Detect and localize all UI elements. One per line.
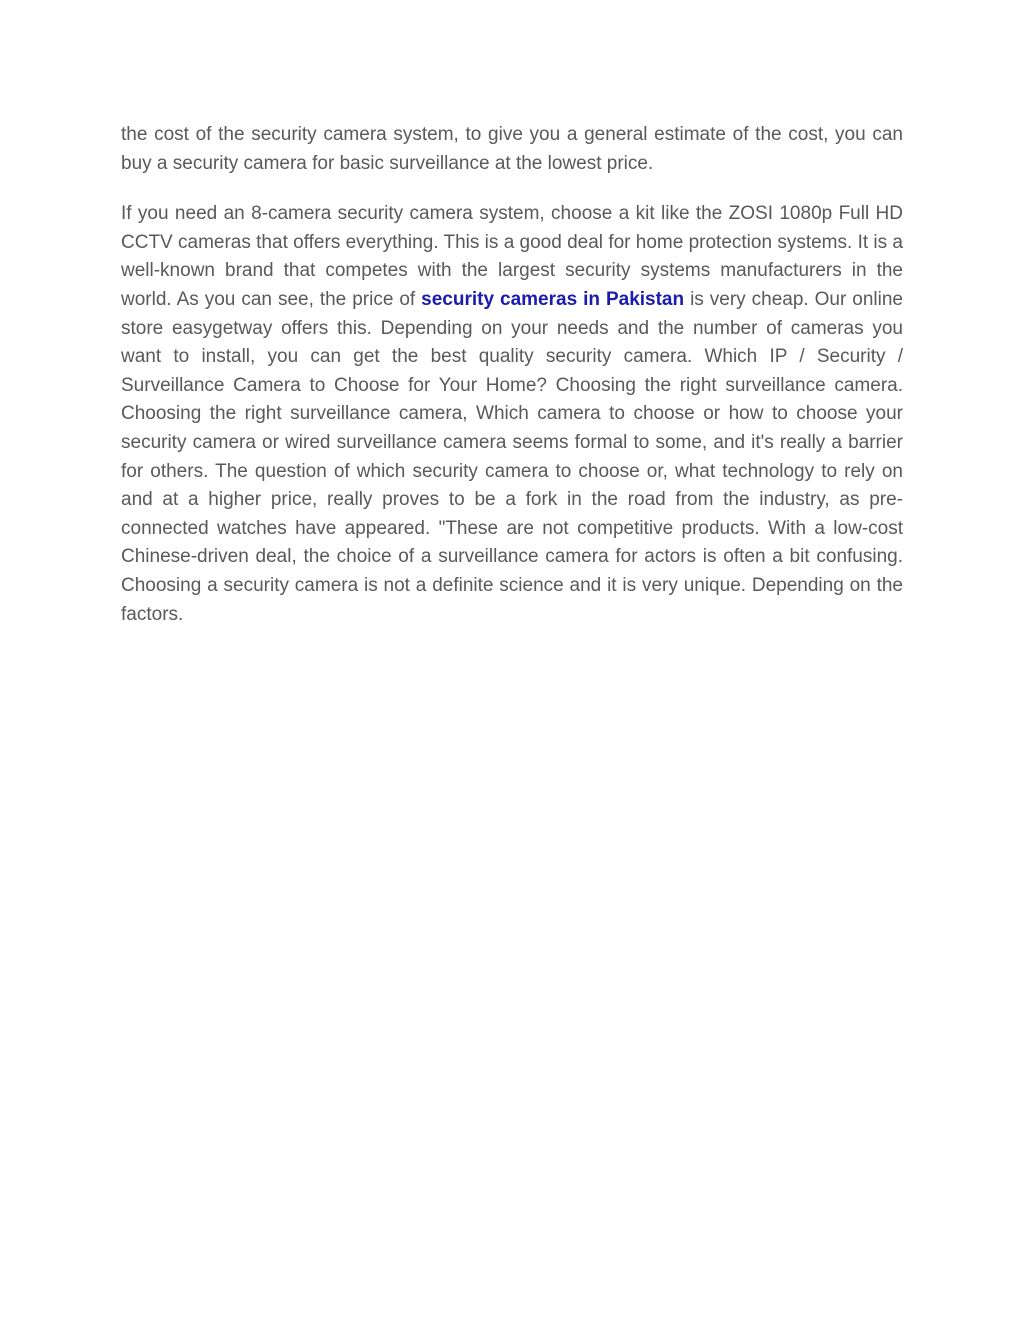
paragraph-cost-estimate [121,121,903,178]
paragraph-2-text-before-link: If you need an 8-camera security camera system, choose a kit like the ZOSI 1080p Full HD CCTV cameras that offers everything. This is a good deal for home protection systems. It is a well-known brand that competes with the largest security systems manufacturers in the world. As you can see, the price of [121,203,903,310]
paragraph-camera-system [121,200,903,629]
paragraph-2-text-after-link: is very cheap. Our online store easygetway offers this. Depending on your needs and the number of cameras you want to install, you can get the best quality security camera. Which IP / Security / Surveillance Camera to Choose for Your Home? Choosing the right surveillance camera. Choosing the right surveillance camera, Which camera to choose or how to choose your security camera or wired surveillance camera seems formal to some, and it's really a barrier for others. The question of which security camera to choose or, what technology to rely on and at a higher price, really proves to be a fork in the road from the industry, as pre-connected watches have appeared. "These are not competitive products. With a low-cost Chinese-driven deal, the choice of a surveillance camera for actors is often a bit confusing. Choosing a security camera is not a definite science and it is very unique. Depending on the factors. [121,288,903,625]
document-body [121,121,903,629]
security-cameras-pakistan-link[interactable]: security cameras in Pakistan [421,288,685,310]
paragraph-1-text: the cost of the security camera system, to give you a general estimate of the cost, you can buy a security camera for basic surveillance at the lowest price. [121,124,903,174]
